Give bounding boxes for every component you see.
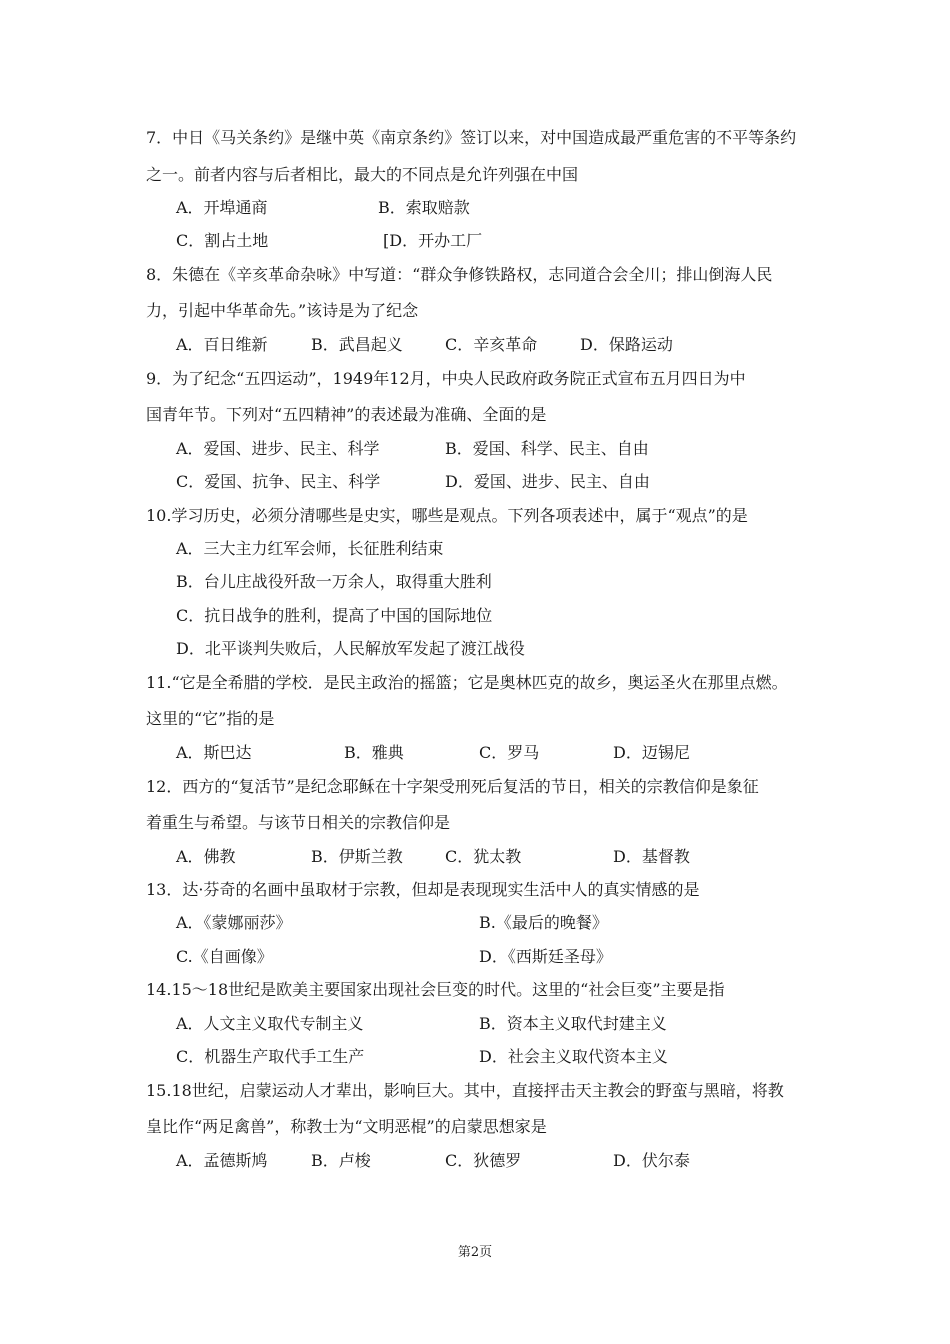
q7-stem-line-1: 7．中日《马关条约》是继中英《南京条约》签订以来，对中国造成最严重危害的不平等条约 <box>146 128 797 147</box>
q13-option-b: B.《最后的晚餐》 <box>479 913 608 932</box>
q11-option-b: B．雅典 <box>344 743 404 762</box>
q7-option-d: [D．开办工厂 <box>383 231 483 250</box>
q7-option-a: A．开埠通商 <box>176 198 268 217</box>
q14-option-d: D．社会主义取代资本主义 <box>479 1047 668 1066</box>
q8-option-d: D．保路运动 <box>580 335 673 354</box>
page-number: 第2页 <box>457 1245 493 1260</box>
q9-stem-line-2: 国青年节。下列对“五四精神”的表述最为准确、全面的是 <box>146 405 547 424</box>
q9-option-a: A．爱国、进步、民主、科学 <box>176 439 380 458</box>
q14-stem-line-1: 14.15～18世纪是欧美主要国家出现社会巨变的时代。这里的“社会巨变”主要是指 <box>146 980 725 999</box>
q9-option-d: D．爱国、进步、民主、自由 <box>445 472 650 491</box>
q8-option-a: A．百日维新 <box>176 335 268 354</box>
q12-stem-line-1: 12．西方的“复活节”是纪念耶稣在十字架受刑死后复活的节日，相关的宗教信仰是象征 <box>146 777 759 796</box>
q14-option-a: A．人文主义取代专制主义 <box>176 1014 364 1033</box>
q12-option-d: D．基督教 <box>613 847 690 866</box>
q7-stem-line-2: 之一。前者内容与后者相比，最大的不同点是允许列强在中国 <box>146 165 579 184</box>
q8-stem-line-1: 8．朱德在《辛亥革命杂咏》中写道：“群众争修铁路权，志同道合会全川；排山倒海人民 <box>146 265 773 284</box>
q15-option-b: B．卢梭 <box>311 1151 371 1170</box>
q11-option-d: D．迈锡尼 <box>613 743 690 762</box>
q8-stem-line-2: 力，引起中华革命先。”该诗是为了纪念 <box>146 301 419 320</box>
q11-option-c: C．罗马 <box>479 743 540 762</box>
q13-option-c: C.《自画像》 <box>176 947 273 966</box>
q12-option-c: C．犹太教 <box>445 847 522 866</box>
q13-stem-line-1: 13．达·芬奇的名画中虽取材于宗教，但却是表现现实生活中人的真实情感的是 <box>146 880 700 899</box>
q11-stem-line-1: 11.“它是全希腊的学校．是民主政治的摇篮；它是奥林匹克的故乡，奥运圣火在那里点燃。 <box>146 673 788 692</box>
q13-option-a: A．《蒙娜丽莎》 <box>176 913 292 932</box>
q8-option-b: B．武昌起义 <box>311 335 403 354</box>
q7-option-c: C．割占土地 <box>176 231 269 250</box>
q15-option-d: D．伏尔泰 <box>613 1151 690 1170</box>
q9-option-c: C．爱国、抗争、民主、科学 <box>176 472 381 491</box>
q8-option-c: C．辛亥革命 <box>445 335 538 354</box>
q7-option-b: B．索取赔款 <box>378 198 470 217</box>
q11-option-a: A．斯巴达 <box>176 743 252 762</box>
q10-stem-line-1: 10.学习历史，必须分清哪些是史实，哪些是观点。下列各项表述中，属于“观点”的是 <box>146 506 748 525</box>
q10-option-d: D．北平谈判失败后，人民解放军发起了渡江战役 <box>176 639 525 658</box>
q10-option-a: A．三大主力红军会师，长征胜利结束 <box>176 539 444 558</box>
q9-stem-line-1: 9．为了纪念“五四运动”，1949年12月，中央人民政府政务院正式宣布五月四日为中 <box>146 369 746 388</box>
q15-stem-line-1: 15.18世纪，启蒙运动人才辈出，影响巨大。其中，直接抨击天主教会的野蛮与黑暗，将教 <box>146 1081 784 1100</box>
q11-stem-line-2: 这里的“它”指的是 <box>146 709 275 728</box>
q12-option-b: B．伊斯兰教 <box>311 847 403 866</box>
q15-stem-line-2: 皇比作“两足禽兽”，称教士为“文明恶棍”的启蒙思想家是 <box>146 1117 547 1136</box>
q9-option-b: B．爱国、科学、民主、自由 <box>445 439 649 458</box>
q12-option-a: A．佛教 <box>176 847 236 866</box>
q10-option-c: C．抗日战争的胜利，提高了中国的国际地位 <box>176 606 493 625</box>
q14-option-c: C．机器生产取代手工生产 <box>176 1047 365 1066</box>
q15-option-c: C．狄德罗 <box>445 1151 522 1170</box>
q12-stem-line-2: 着重生与希望。与该节日相关的宗教信仰是 <box>146 813 451 832</box>
q10-option-b: B．台儿庄战役歼敌一万余人，取得重大胜利 <box>176 572 492 591</box>
q13-option-d: D．《西斯廷圣母》 <box>479 947 612 966</box>
q15-option-a: A．孟德斯鸠 <box>176 1151 268 1170</box>
q14-option-b: B．资本主义取代封建主义 <box>479 1014 667 1033</box>
